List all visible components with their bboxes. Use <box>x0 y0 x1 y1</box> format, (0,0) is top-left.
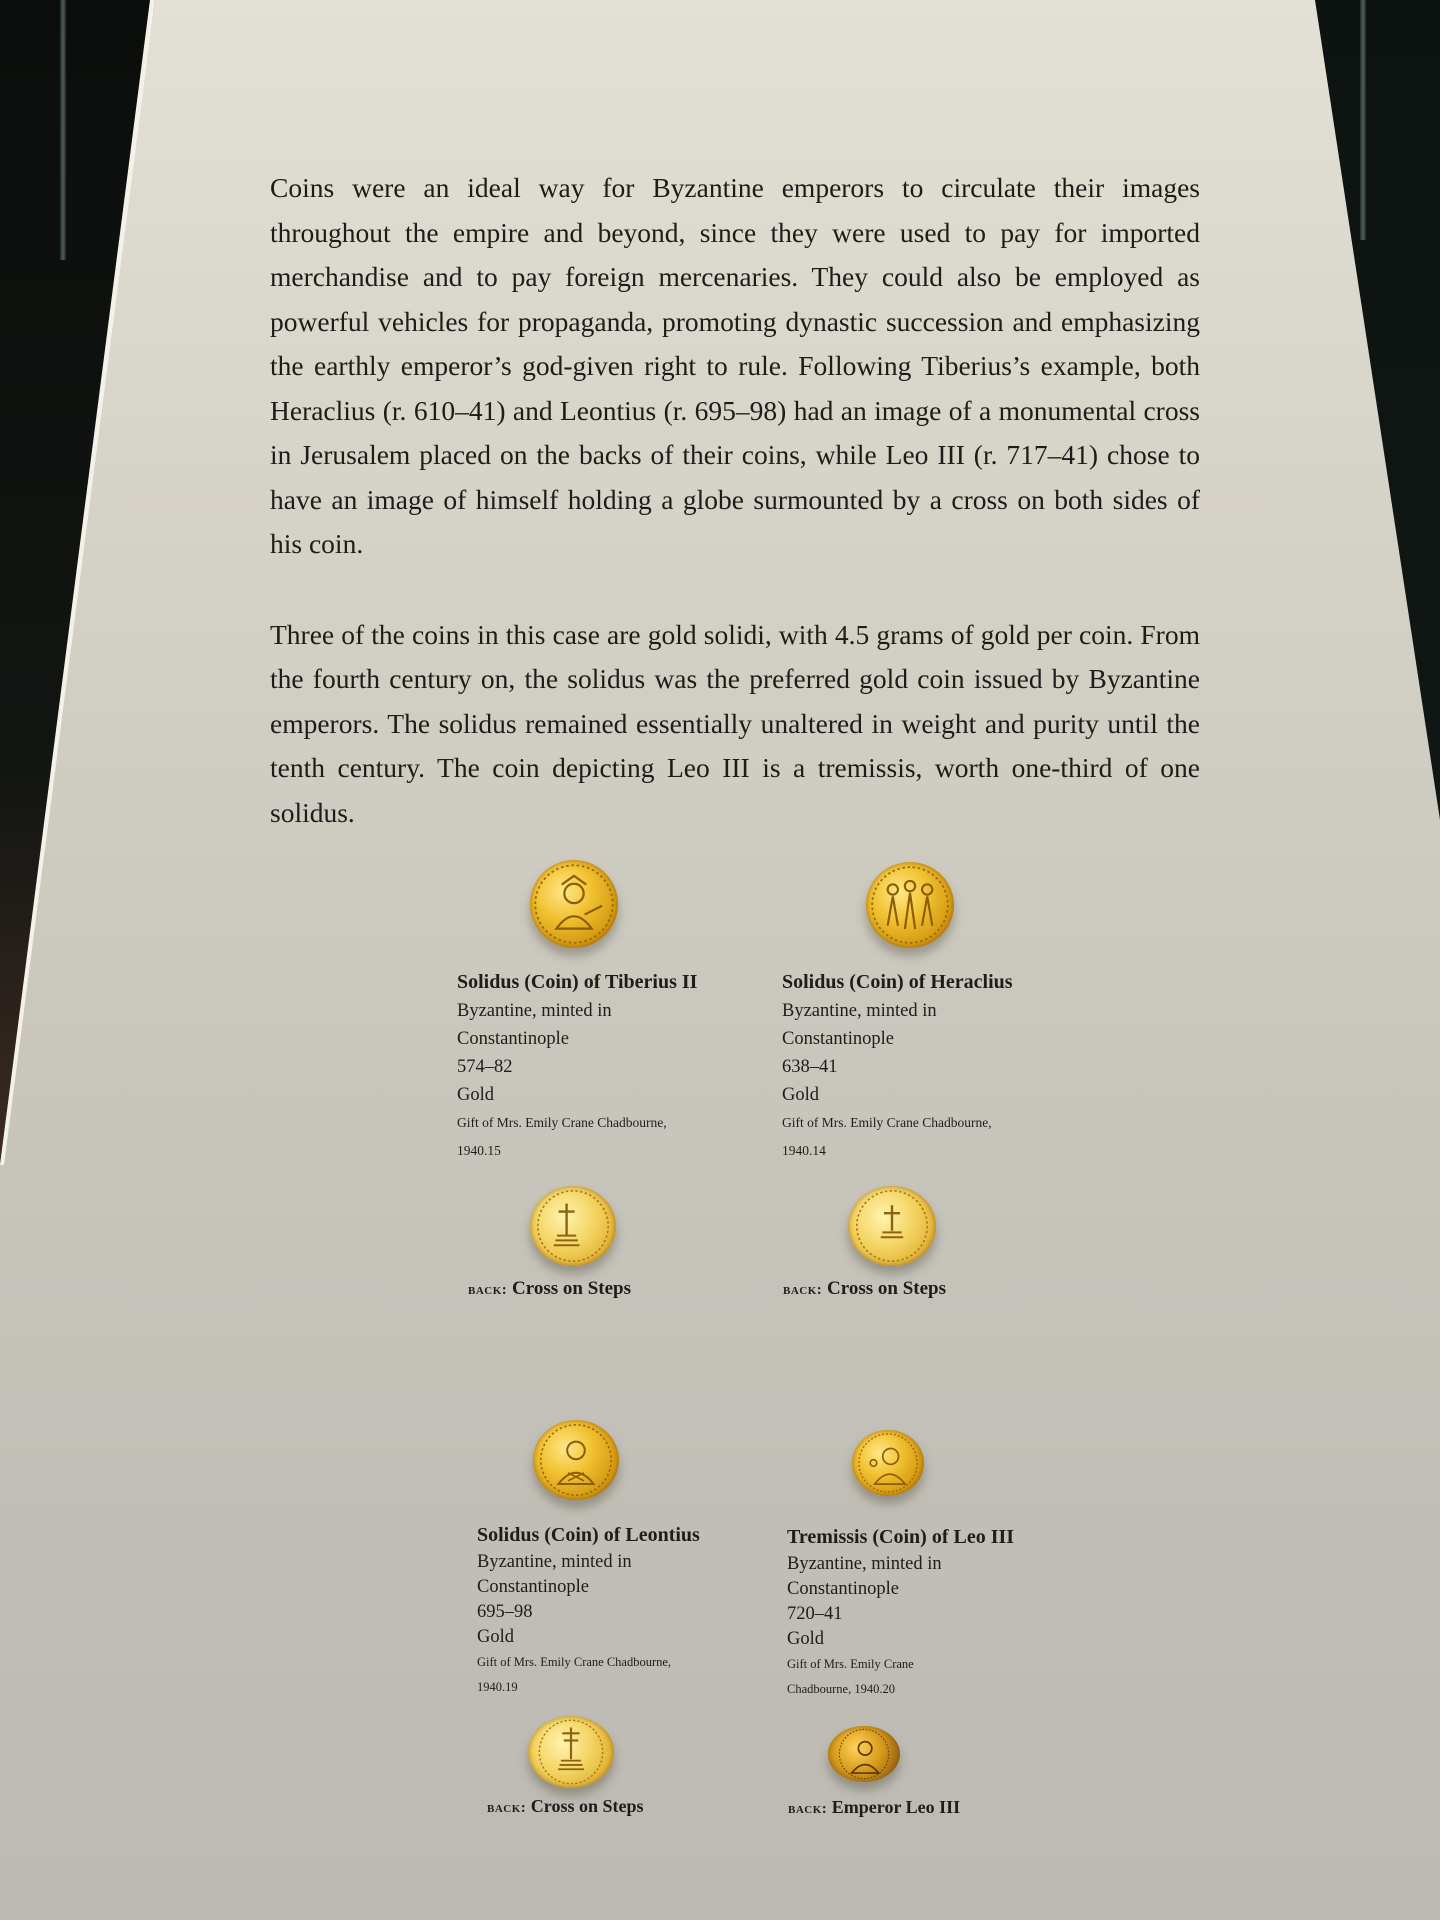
coin-place: Constantinople <box>457 1029 570 1049</box>
intro-paragraph-1: Coins were an ideal way for Byzantine emperors to circulate their images throughout the empire and beyond, since they were used to pay for imported merchandise and to pay foreign mercenaries. They could also be employed as powerful vehicles for propaganda, promoting dynastic succession and emphasizing the earthly emperor’s god-given right to rule. Following Tiberius’s example, both Heraclius (r. 610–41) and Leontius (r. 695–98) had an image of a monumental cross in Jerusalem placed on the backs of their coins, while Leo III (r. 717–41) chose to have an image of himself holding a globe surmounted by a cross on both sides of his coin. <box>270 172 1200 559</box>
coin-accession: 1940.15 <box>457 1143 501 1158</box>
emperor-bust-icon <box>828 1726 900 1782</box>
intro-paragraph-2: Three of the coins in this case are gold solidi, with 4.5 grams of gold per coin. From the fourth century on, the solidus was the preferred gold coin issued by Byzantine emperors. The solidus remained essentially unaltered in weight and purity until the tenth century. The coin depicting Leo III is a tremissis, worth one-third of one solidus. <box>270 618 1200 828</box>
coin-back-tiberius <box>530 1186 616 1266</box>
coin-front-leontius <box>533 1420 619 1500</box>
intro-text <box>270 166 1200 835</box>
coin-credit: Gift of Mrs. Emily Crane Chadbourne, <box>457 1115 667 1130</box>
coin-front-leo-iii <box>852 1430 924 1496</box>
coin-title: Solidus (Coin) of Tiberius II <box>457 971 698 993</box>
coin-medium: Gold <box>457 1085 494 1105</box>
cross-on-steps-icon <box>848 1186 936 1266</box>
coin-date: 638–41 <box>782 1057 838 1077</box>
coin-date: 574–82 <box>457 1057 513 1077</box>
coin-label-heraclius <box>782 967 1013 1165</box>
case-edge-right <box>1360 0 1366 240</box>
coin-back-label-leontius <box>487 1796 643 1817</box>
coin-culture: Byzantine, minted in <box>457 1001 612 1021</box>
coin-title: Solidus (Coin) of Leontius <box>477 1524 700 1546</box>
coin-date: 720–41 <box>787 1604 843 1624</box>
coin-accession: Chadbourne, 1940.20 <box>787 1682 895 1696</box>
coin-medium: Gold <box>787 1629 824 1649</box>
coin-culture: Byzantine, minted in <box>782 1001 937 1021</box>
coin-title: Solidus (Coin) of Heraclius <box>782 971 1013 993</box>
coin-back-leontius <box>528 1716 614 1788</box>
back-tag: back: <box>783 1282 823 1298</box>
coin-title: Tremissis (Coin) of Leo III <box>787 1526 1015 1548</box>
coin-back-leo-iii <box>828 1726 900 1782</box>
emperor-bust-icon <box>852 1430 924 1496</box>
coin-medium: Gold <box>782 1085 819 1105</box>
three-figures-icon <box>866 862 954 948</box>
emperor-bust-icon <box>533 1420 619 1500</box>
coin-credit: Gift of Mrs. Emily Crane <box>787 1657 914 1671</box>
coin-front-heraclius <box>866 862 954 948</box>
coin-credit: Gift of Mrs. Emily Crane Chadbourne, <box>477 1655 672 1669</box>
coin-label-leontius <box>477 1520 700 1700</box>
back-description: Cross on Steps <box>530 1796 644 1816</box>
coin-back-heraclius <box>848 1186 936 1266</box>
cross-on-steps-icon <box>530 1186 616 1266</box>
coin-label-tiberius <box>457 967 697 1165</box>
case-edge-left <box>60 0 66 260</box>
back-description: Emperor Leo III <box>831 1797 961 1817</box>
coin-accession: 1940.14 <box>782 1143 826 1158</box>
cross-on-steps-icon <box>528 1716 614 1788</box>
coin-place: Constantinople <box>782 1029 895 1049</box>
coin-accession: 1940.19 <box>477 1680 518 1694</box>
coin-place: Constantinople <box>787 1579 900 1599</box>
coin-credit: Gift of Mrs. Emily Crane Chadbourne, <box>782 1115 992 1130</box>
coin-place: Constantinople <box>477 1577 590 1597</box>
back-tag: back: <box>487 1800 527 1816</box>
back-description: Cross on Steps <box>827 1278 946 1299</box>
coin-back-label-tiberius <box>468 1278 631 1300</box>
coin-medium: Gold <box>477 1627 514 1647</box>
back-description: Cross on Steps <box>512 1278 631 1299</box>
coin-back-label-heraclius <box>783 1278 946 1300</box>
coin-label-leo-iii <box>787 1522 1014 1702</box>
emperor-bust-icon <box>530 860 618 948</box>
coin-culture: Byzantine, minted in <box>787 1554 942 1574</box>
back-tag: back: <box>788 1801 828 1817</box>
back-tag: back: <box>468 1282 508 1298</box>
coin-front-tiberius <box>530 860 618 948</box>
coin-culture: Byzantine, minted in <box>477 1552 632 1572</box>
coin-back-label-leo-iii <box>788 1797 960 1818</box>
coin-date: 695–98 <box>477 1602 533 1622</box>
